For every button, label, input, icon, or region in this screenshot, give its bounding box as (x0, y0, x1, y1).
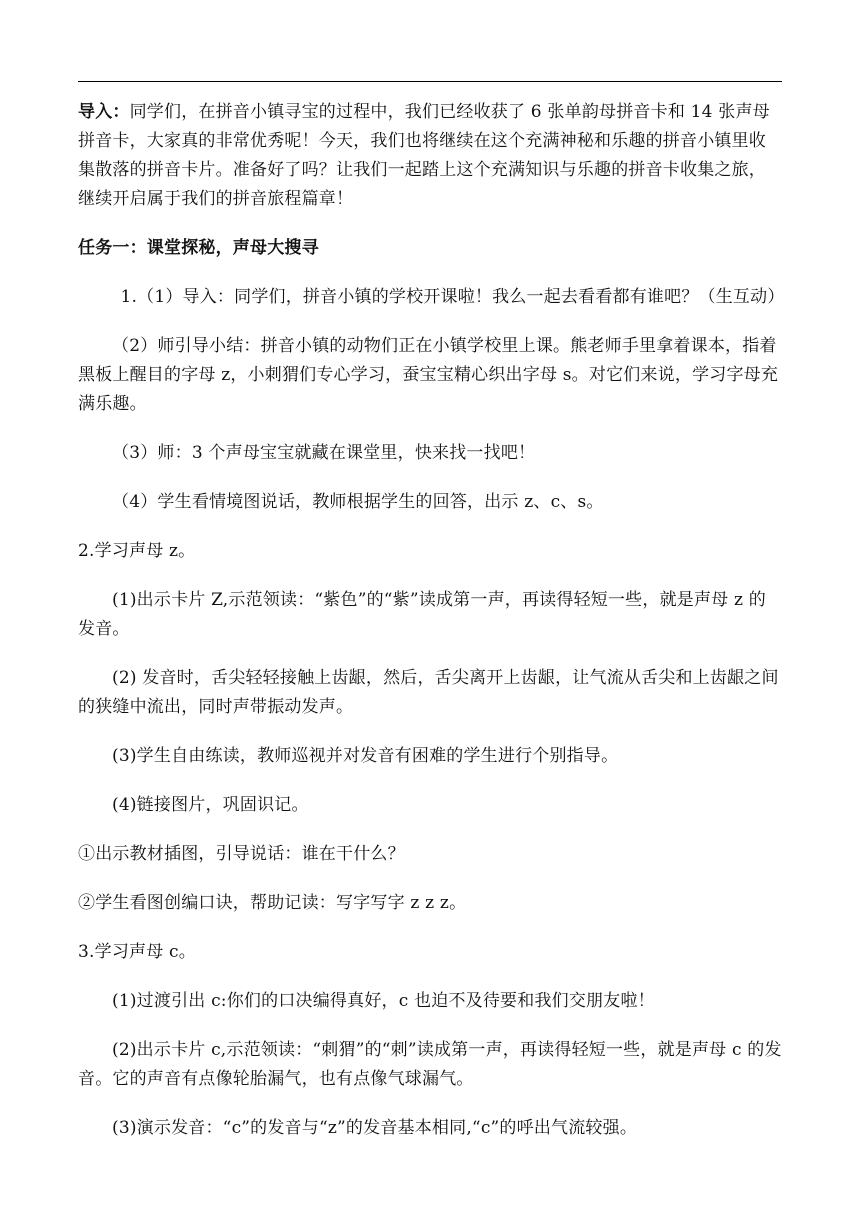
header-rule (78, 81, 782, 82)
paragraph-11: ②学生看图创编口诀，帮助记读：写字写字 z z z。 (78, 893, 467, 913)
paragraph-12: 3.学习声母 c。 (78, 942, 196, 962)
paragraph-7: (2) 发音时，舌尖轻轻接触上齿龈，然后，舌尖离开上齿龈，让气流从舌尖和上齿龈之间的狭缝中流出，同时声带振动发声。 (78, 668, 779, 717)
document-body (78, 98, 785, 1163)
intro-label: 导入： (78, 102, 130, 122)
task1-heading: 任务一：课堂探秘，声母大搜寻 (78, 238, 319, 258)
paragraph-8: (3)学生自由练读，教师巡视并对发音有困难的学生进行个别指导。 (112, 746, 619, 766)
paragraph-4: （4）学生看情境图说话，教师根据学生的回答，出示 z、c、s。 (112, 492, 604, 512)
paragraph-10: ①出示教材插图，引导说话：谁在干什么？ (78, 844, 405, 864)
paragraph-1: 1.（1）导入：同学们，拼音小镇的学校开课啦！我么一起去看看都有谁吧？（生互动） (120, 287, 785, 307)
paragraph-3: （3）师：3 个声母宝宝就藏在课堂里，快来找一找吧！ (112, 443, 536, 463)
paragraph-2: （2）师引导小结：拼音小镇的动物们正在小镇学校里上课。熊老师手里拿着课本，指着黑板上醒目的字母 z，小刺猬们专心学习，蚕宝宝精心织出字母 s。对它们来说，学习字母充满乐趣。 (78, 336, 779, 414)
intro-paragraph (78, 98, 782, 214)
paragraph-13: (1)过渡引出 c:你们的口决编得真好，c 也迫不及待要和我们交朋友啦！ (112, 991, 655, 1011)
paragraph-14: (2)出示卡片 c,示范领读：“刺猬”的“刺”读成第一声，再读得轻短一些，就是声母 c 的发音。它的声音有点像轮胎漏气，也有点像气球漏气。 (78, 1040, 782, 1089)
paragraph-5: 2.学习声母 z。 (78, 541, 196, 561)
intro-text: 同学们，在拼音小镇寻宝的过程中，我们已经收获了 6 张单韵母拼音卡和 14 张声母拼音卡，大家真的非常优秀呢！今天，我们也将继续在这个充满神秘和乐趣的拼音小镇里收集散落的拼音卡片。准备好了吗？让我们一起踏上这个充满知识与乐趣的拼音卡收集之旅，继续开启属于我们的拼音旅程篇章！ (78, 102, 770, 209)
paragraph-9: (4)链接图片，巩固识记。 (112, 795, 309, 815)
paragraph-6: (1)出示卡片 Z,示范领读：“紫色”的“紫”读成第一声，再读得轻短一些，就是声母 z 的发音。 (78, 590, 766, 639)
paragraph-15: (3)演示发音：“c”的发音与“z”的发音基本相同,“c”的呼出气流较强。 (112, 1118, 638, 1138)
